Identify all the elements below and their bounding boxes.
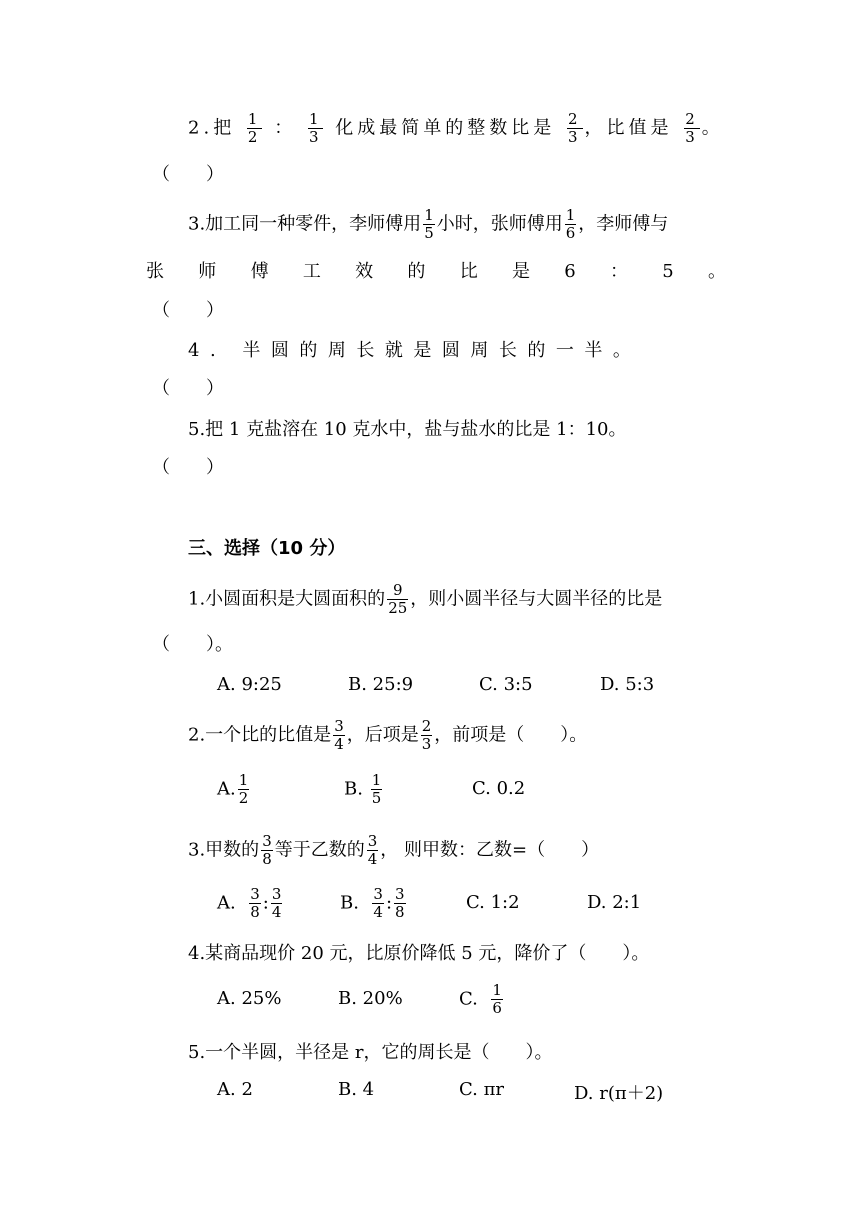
judge-q4: 4. 半圆的周长就是圆周长的一半。 (188, 340, 642, 361)
option-a[interactable]: A. $\frac{1}{2}$ (217, 771, 249, 807)
fraction: $\frac{1}{2}$ (247, 110, 262, 146)
q2-number: 2. (188, 117, 214, 139)
judge-q5: 5.把 1 克盐溶在 10 克水中，盐与盐水的比是 1：10。 (188, 419, 627, 440)
option-b[interactable]: B. $\frac{1}{5}$ (344, 771, 382, 807)
fraction: $\frac{3}{4}$ (373, 885, 383, 921)
option-c[interactable]: C. $\frac{1}{6}$ (459, 981, 502, 1017)
fraction: $\frac{3}{4}$ (367, 832, 378, 868)
option-c[interactable]: C. 3:5 (479, 674, 533, 695)
option-a[interactable]: A. $\frac{3}{8}$ : $\frac{3}{4}$ (217, 885, 282, 921)
choice-q2: 2.一个比的比值是 $\frac{3}{4}$ ，后项是 $\frac{2}{3}$ ，前项是（ ）。 (188, 717, 588, 753)
choice-q3: 3.甲数的 $\frac{3}{8}$ 等于乙数的 $\frac{3}{4}$ ， 则甲数：乙数=（ ） (188, 832, 600, 868)
fraction: $\frac{3}{8}$ (395, 885, 405, 921)
option-b[interactable]: B. 25:9 (348, 674, 414, 695)
choice-q5: 5.一个半圆，半径是 r，它的周长是（ ）。 (188, 1042, 553, 1063)
fraction: $\frac{1}{5}$ (424, 206, 434, 242)
fraction: $\frac{1}{6}$ (565, 206, 576, 242)
judge-q3-line2: 张 师 傅 工 效 的 比 是 6 ： 5 。 (146, 261, 726, 282)
fraction: $\frac{2}{3}$ (685, 110, 699, 146)
fraction: $\frac{9}{25}$ (388, 581, 408, 617)
option-d[interactable]: D. 2:1 (587, 892, 642, 913)
option-a[interactable]: A. 25% (217, 988, 282, 1009)
fraction: $\frac{3}{8}$ (262, 832, 272, 868)
fraction: $\frac{1}{3}$ (308, 110, 323, 146)
judge-q2: 2.把 $\frac{1}{2}$ ： $\frac{1}{3}$ 化成最简单的整数比是 $\frac{2}{3}$ ，比值是 $\frac{2}{3}$ 。 (188, 110, 724, 146)
judge-q3-answer-paren[interactable]: （ ） (152, 300, 224, 321)
option-c[interactable]: C. 1:2 (466, 892, 520, 913)
section-title: 三、选择（10 分） (188, 538, 346, 559)
option-d[interactable]: D. r(π＋2) (574, 1083, 664, 1104)
fraction: $\frac{1}{2}$ (238, 771, 249, 807)
fraction: $\frac{1}{5}$ (371, 771, 382, 807)
option-a[interactable]: A. 9:25 (217, 674, 282, 695)
choice-q1: 1.小圆面积是大圆面积的 $\frac{9}{25}$ ，则小圆半径与大圆半径的比是 (188, 581, 663, 617)
judge-q3: 3.加工同一种零件，李师傅用 $\frac{1}{5}$ 小时，张师傅用 $\frac{1}{6}$ ，李师傅与 (188, 206, 669, 242)
option-a[interactable]: A. 2 (217, 1079, 253, 1100)
fraction: $\frac{3}{4}$ (271, 885, 282, 921)
option-b[interactable]: B. $\frac{3}{4}$ : $\frac{3}{8}$ (340, 885, 405, 921)
option-b[interactable]: B. 4 (338, 1079, 375, 1100)
option-c[interactable]: C. πr (459, 1079, 505, 1100)
fraction: $\frac{2}{3}$ (421, 717, 432, 753)
choice-q4: 4.某商品现价 20 元，比原价降低 5 元，降价了（ ）。 (188, 943, 650, 964)
fraction: $\frac{2}{3}$ (567, 110, 582, 146)
choice-q1-paren[interactable]: （ ）。 (152, 634, 233, 655)
option-c[interactable]: C. 0.2 (472, 778, 526, 799)
fraction: $\frac{3}{8}$ (250, 885, 260, 921)
judge-q5-answer-paren[interactable]: （ ） (152, 457, 224, 478)
option-b[interactable]: B. 20% (338, 988, 403, 1009)
fraction: $\frac{1}{6}$ (492, 981, 502, 1017)
option-d[interactable]: D. 5:3 (600, 674, 655, 695)
fraction: $\frac{3}{4}$ (334, 717, 344, 753)
judge-q4-answer-paren[interactable]: （ ） (152, 378, 224, 399)
judge-q2-answer-paren[interactable]: （ ） (152, 164, 224, 185)
